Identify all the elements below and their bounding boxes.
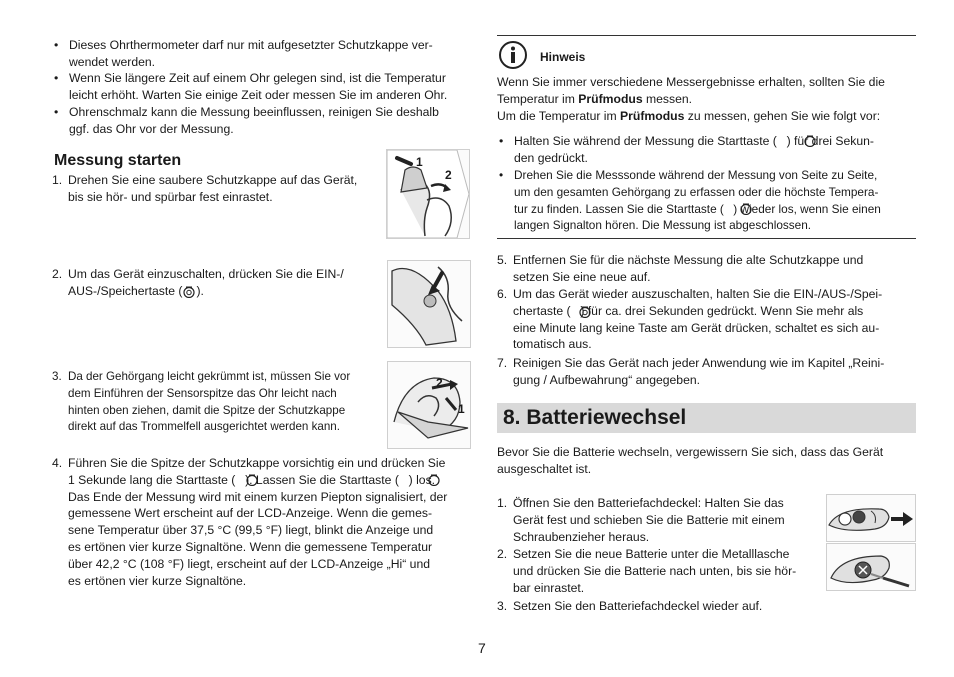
- power-key-icon: [182, 285, 196, 298]
- figure-power-on: [387, 260, 471, 348]
- figure-battery-open: [826, 494, 916, 542]
- hint-bullet-text: Drehen Sie die Messsonde während der Messung von Seite zu Seite, um den gesamten Gehörgang zu erfassen oder die höchste Tempera- tur zu finden. Lassen Sie die Starttaste ( ) wieder los, wenn Sie einen langen Signalton hören. Die Messung ist abgeschlossen.: [514, 168, 881, 233]
- page-number: 7: [478, 640, 486, 656]
- hint-text-line3: [497, 108, 916, 125]
- hint-text-line2: [497, 91, 916, 108]
- step-text: Setzen Sie die neue Batterie unter die Metalllasche und drücken Sie die Batterie nach unten, bis sie hör- bar einrastet.: [513, 547, 797, 595]
- battery-open-illustration: [827, 495, 915, 541]
- bullet-text: Wenn Sie längere Zeit auf einem Ohr gelegen sind, ist die Temperatur leicht erhöht. Warten Sie einige Zeit oder messen Sie im anderen Ohr.: [69, 71, 448, 102]
- step-number: 1.: [52, 173, 63, 187]
- figure-battery-insert: [826, 543, 916, 591]
- figure-label: 2: [445, 168, 452, 182]
- start-key-icon: [803, 134, 817, 147]
- bullet-text: Dieses Ohrthermometer darf nur mit aufgesetzter Schutzkappe ver- wendet werden.: [69, 38, 433, 69]
- start-key-icon: [245, 473, 259, 486]
- figure-label: 1: [416, 155, 423, 169]
- step-text: [68, 266, 344, 300]
- step-text-part: ).: [196, 283, 204, 298]
- step-number: 4.: [52, 456, 63, 470]
- step-text: Reinigen Sie das Gerät nach jeder Anwendung wie im Kapitel „Reini- gung / Aufbewahrung“ angegeben.: [513, 356, 885, 387]
- step-number: 2.: [497, 547, 508, 561]
- hint-text-part: messen.: [642, 92, 693, 106]
- hint-text-part: Um die Temperatur im: [497, 109, 621, 123]
- bullet-text: Ohrenschmalz kann die Messung beeinflussen, reinigen Sie deshalb ggf. das Ohr vor der Messung.: [69, 105, 439, 136]
- info-icon: [498, 40, 528, 70]
- section-intro: Bevor Sie die Batterie wechseln, vergewissern Sie sich, dass das Gerät ausgeschaltet ist.: [497, 445, 884, 476]
- section-heading-messung: Messung starten: [54, 152, 182, 169]
- step-number: 6.: [497, 287, 508, 301]
- step-number: 7.: [497, 356, 508, 370]
- step-text: Setzen Sie den Batteriefachdeckel wieder auf.: [513, 599, 763, 613]
- step-number: 5.: [497, 253, 508, 267]
- step-text: Drehen Sie eine saubere Schutzkappe auf das Gerät, bis sie hör- und spürbar fest einrastet.: [68, 173, 358, 204]
- hint-text: Wenn Sie immer verschiedene Messergebnisse erhalten, sollten Sie die: [497, 75, 885, 89]
- section-banner: [497, 403, 916, 433]
- section-title: 8. Batteriewechsel: [503, 406, 687, 429]
- figure-cap-attach: [386, 149, 470, 239]
- power-key-icon: [578, 305, 592, 318]
- step-text: Führen Sie die Spitze der Schutzkappe vorsichtig ein und drücken Sie 1 Sekunde lang die Starttaste ( ). Lassen Sie die Starttaste ( ) los. Das Ende der Messung wird mit einem kurzen Piepton signalisiert, der gemessene Wert erscheint auf der LCD-Anzeige. Wenn die gemes- sene Temperatur über 37,5 °C (99,5 °F) liegt, blinkt die Anzeige und es ertönen vier kurze Signaltöne. Wenn die gemessene Temperatur über 42,2 °C (108 °F) liegt, erscheint auf der LCD-Anzeige „Hi“ und es ertönen vier kurze Signaltöne.: [68, 456, 448, 588]
- step-text: Entfernen Sie für die nächste Messung die alte Schutzkappe und setzen Sie eine neue auf.: [513, 253, 864, 284]
- step-text-part: Um das Gerät einzuschalten, drücken Sie die EIN-/ AUS-/Speichertaste (: [68, 267, 344, 298]
- figure-label: 1: [458, 402, 465, 416]
- step-number: 2.: [52, 267, 63, 281]
- hint-text-part: zu messen, gehen Sie wie folgt vor:: [684, 109, 881, 123]
- battery-insert-illustration: [827, 544, 915, 590]
- step-number: 1.: [497, 496, 508, 510]
- step-text: Da der Gehörgang leicht gekrümmt ist, müssen Sie vor dem Einführen der Sensorspitze das Ohr leicht nach hinten oben ziehen, damit die Spitze der Schutzkappe direkt auf das Trommelfell ausgerichtet werden kann.: [68, 370, 351, 434]
- hint-top-rule: [497, 35, 916, 36]
- step-text: Öffnen Sie den Batteriefachdeckel: Halten Sie das Gerät fest und schieben Sie die Batterie mit einem Schraubenzieher heraus.: [513, 496, 785, 544]
- hint-text-part: Temperatur im: [497, 92, 579, 106]
- start-key-icon: [427, 473, 441, 486]
- figure-ear-pull: [387, 361, 471, 449]
- hint-title: Hinweis: [540, 50, 586, 64]
- step-number: 3.: [497, 599, 508, 613]
- start-key-icon: [739, 202, 753, 215]
- hint-bottom-rule: [497, 238, 916, 239]
- figure-label: 2: [436, 376, 443, 390]
- step-number: 3.: [52, 370, 62, 383]
- power-on-illustration: [388, 261, 470, 347]
- hint-text-bold: Prüfmodus: [620, 109, 685, 123]
- step-text: Um das Gerät wieder auszuschalten, halten Sie die EIN-/AUS-/Spei- chertaste ( ) für ca. drei Sekunden gedrückt. Wenn Sie mehr als eine Minute lang keine Taste am Gerät drücken, schaltet es sich au- tomatisch aus.: [513, 287, 883, 352]
- cap-attach-illustration: [387, 150, 469, 238]
- hint-text-bold: Prüfmodus: [578, 92, 643, 106]
- hint-bullet-text: Halten Sie während der Messung die Starttaste ( ) für drei Sekun- den gedrückt.: [514, 134, 874, 165]
